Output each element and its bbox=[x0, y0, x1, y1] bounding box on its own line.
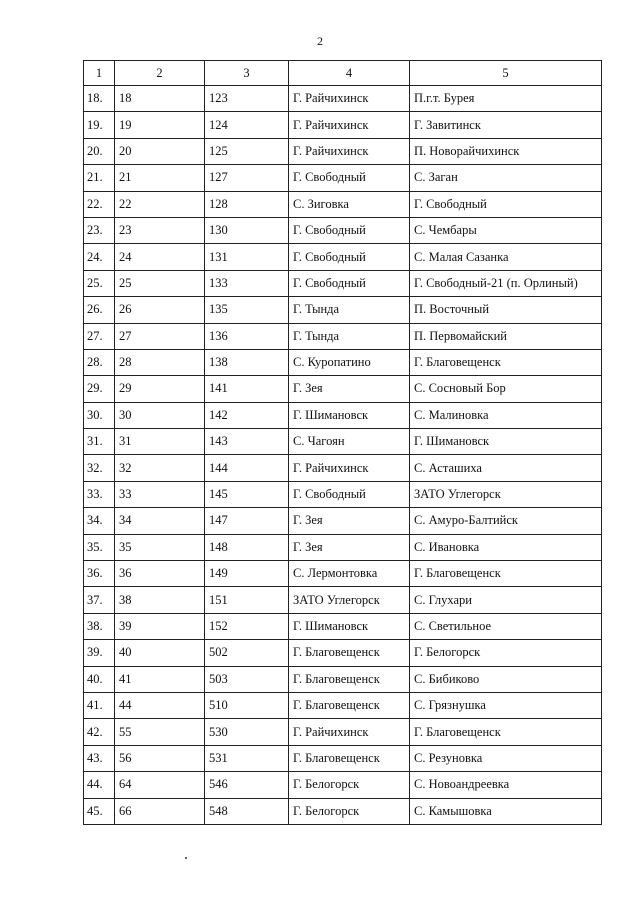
table-cell: С. Амуро-Балтийск bbox=[410, 508, 602, 534]
table-row bbox=[84, 692, 602, 718]
table-cell: 28 bbox=[115, 349, 205, 375]
table-row bbox=[84, 191, 602, 217]
table-cell: ЗАТО Углегорск bbox=[289, 587, 410, 613]
table-cell: С. Глухари bbox=[410, 587, 602, 613]
table-cell: Г. Шимановск bbox=[289, 613, 410, 639]
table-row bbox=[84, 376, 602, 402]
table-row bbox=[84, 481, 602, 507]
table-cell: Г. Свободный-21 (п. Орлиный) bbox=[410, 270, 602, 296]
table-cell: 44 bbox=[115, 692, 205, 718]
table-cell: 147 bbox=[205, 508, 289, 534]
table-row bbox=[84, 587, 602, 613]
table-cell: 136 bbox=[205, 323, 289, 349]
table-cell: 22. bbox=[84, 191, 115, 217]
table-body bbox=[84, 86, 602, 825]
table-cell: Г. Райчихинск bbox=[289, 112, 410, 138]
table-cell: С. Асташиха bbox=[410, 455, 602, 481]
table-cell: 26. bbox=[84, 297, 115, 323]
table-cell: Г. Завитинск bbox=[410, 112, 602, 138]
scan-speck bbox=[185, 857, 187, 859]
table-cell: 23 bbox=[115, 217, 205, 243]
table-cell: 40. bbox=[84, 666, 115, 692]
table-cell: 28. bbox=[84, 349, 115, 375]
table-cell: Г. Свободный bbox=[289, 270, 410, 296]
table-cell: С. Бибиково bbox=[410, 666, 602, 692]
table-cell: 40 bbox=[115, 640, 205, 666]
table-cell: 546 bbox=[205, 772, 289, 798]
table-cell: 39 bbox=[115, 613, 205, 639]
table-cell: 141 bbox=[205, 376, 289, 402]
route-table bbox=[83, 60, 602, 825]
table-cell: С. Новоандреевка bbox=[410, 772, 602, 798]
table-row bbox=[84, 429, 602, 455]
table-cell: Г. Райчихинск bbox=[289, 719, 410, 745]
table-cell: 151 bbox=[205, 587, 289, 613]
table-cell: 124 bbox=[205, 112, 289, 138]
table-row bbox=[84, 165, 602, 191]
table-cell: 133 bbox=[205, 270, 289, 296]
table-cell: 36. bbox=[84, 561, 115, 587]
table-cell: 531 bbox=[205, 745, 289, 771]
table-cell: С. Грязнушка bbox=[410, 692, 602, 718]
table-cell: Г. Белогорск bbox=[410, 640, 602, 666]
table-cell: 127 bbox=[205, 165, 289, 191]
table-cell: Г. Зея bbox=[289, 534, 410, 560]
table-cell: 33. bbox=[84, 481, 115, 507]
table-cell: С. Чембары bbox=[410, 217, 602, 243]
table-cell: 144 bbox=[205, 455, 289, 481]
table-cell: 20 bbox=[115, 138, 205, 164]
table-cell: Г. Тында bbox=[289, 323, 410, 349]
table-row bbox=[84, 534, 602, 560]
table-cell: 125 bbox=[205, 138, 289, 164]
table-cell: Г. Зея bbox=[289, 376, 410, 402]
table-row bbox=[84, 772, 602, 798]
table-cell: С. Малиновка bbox=[410, 402, 602, 428]
table-cell: 43. bbox=[84, 745, 115, 771]
table-cell: 27. bbox=[84, 323, 115, 349]
table-cell: 45. bbox=[84, 798, 115, 824]
table-cell: С. Малая Сазанка bbox=[410, 244, 602, 270]
table-cell: 32. bbox=[84, 455, 115, 481]
table-cell: 19 bbox=[115, 112, 205, 138]
table-cell: Г. Райчихинск bbox=[289, 86, 410, 112]
column-header: 4 bbox=[289, 61, 410, 86]
table-cell: 19. bbox=[84, 112, 115, 138]
table-cell: С. Лермонтовка bbox=[289, 561, 410, 587]
table-cell: 27 bbox=[115, 323, 205, 349]
column-header: 3 bbox=[205, 61, 289, 86]
table-row bbox=[84, 349, 602, 375]
table-row bbox=[84, 455, 602, 481]
table-row bbox=[84, 719, 602, 745]
table-row bbox=[84, 86, 602, 112]
table-row bbox=[84, 640, 602, 666]
page-number: 2 bbox=[317, 34, 323, 48]
table-cell: Г. Белогорск bbox=[289, 798, 410, 824]
table-row bbox=[84, 561, 602, 587]
table-cell: П. Первомайский bbox=[410, 323, 602, 349]
table-cell: 548 bbox=[205, 798, 289, 824]
table-cell: С. Ивановка bbox=[410, 534, 602, 560]
table-row bbox=[84, 270, 602, 296]
table-cell: 21 bbox=[115, 165, 205, 191]
table-cell: Г. Белогорск bbox=[289, 772, 410, 798]
table-cell: 35 bbox=[115, 534, 205, 560]
table-cell: С. Куропатино bbox=[289, 349, 410, 375]
table-cell: Г. Благовещенск bbox=[410, 349, 602, 375]
table-cell: 55 bbox=[115, 719, 205, 745]
table-cell: 41. bbox=[84, 692, 115, 718]
table-row bbox=[84, 613, 602, 639]
table-cell: 502 bbox=[205, 640, 289, 666]
table-row bbox=[84, 217, 602, 243]
table-cell: 36 bbox=[115, 561, 205, 587]
table-cell: 20. bbox=[84, 138, 115, 164]
table-cell: 145 bbox=[205, 481, 289, 507]
table-row bbox=[84, 297, 602, 323]
table-cell: 42. bbox=[84, 719, 115, 745]
table-cell: 23. bbox=[84, 217, 115, 243]
table-cell: Г. Благовещенск bbox=[410, 719, 602, 745]
table-cell: С. Резуновка bbox=[410, 745, 602, 771]
table-cell: П. Восточный bbox=[410, 297, 602, 323]
table-cell: 64 bbox=[115, 772, 205, 798]
table-cell: Г. Тында bbox=[289, 297, 410, 323]
table-cell: Г. Свободный bbox=[289, 217, 410, 243]
table-cell: 142 bbox=[205, 402, 289, 428]
table-cell: Г. Свободный bbox=[289, 165, 410, 191]
table-cell: Г. Благовещенск bbox=[410, 561, 602, 587]
table-cell: 18. bbox=[84, 86, 115, 112]
table-cell: 530 bbox=[205, 719, 289, 745]
table-cell: Г. Шимановск bbox=[410, 429, 602, 455]
table-cell: Г. Райчихинск bbox=[289, 138, 410, 164]
table-cell: 29. bbox=[84, 376, 115, 402]
table-cell: ЗАТО Углегорск bbox=[410, 481, 602, 507]
table-row bbox=[84, 508, 602, 534]
table-cell: 38 bbox=[115, 587, 205, 613]
table-cell: 22 bbox=[115, 191, 205, 217]
table-row bbox=[84, 323, 602, 349]
table-cell: С. Светильное bbox=[410, 613, 602, 639]
table-cell: 25 bbox=[115, 270, 205, 296]
table-cell: П. Новорайчихинск bbox=[410, 138, 602, 164]
table-row bbox=[84, 138, 602, 164]
table-cell: 56 bbox=[115, 745, 205, 771]
table-row bbox=[84, 745, 602, 771]
table-cell: 31. bbox=[84, 429, 115, 455]
table-row bbox=[84, 666, 602, 692]
table-cell: 26 bbox=[115, 297, 205, 323]
table-cell: Г. Благовещенск bbox=[289, 640, 410, 666]
table-cell: 143 bbox=[205, 429, 289, 455]
table-cell: 34 bbox=[115, 508, 205, 534]
table-cell: 39. bbox=[84, 640, 115, 666]
table-cell: 29 bbox=[115, 376, 205, 402]
table-cell: Г. Благовещенск bbox=[289, 692, 410, 718]
table-cell: 510 bbox=[205, 692, 289, 718]
table-cell: С. Сосновый Бор bbox=[410, 376, 602, 402]
table-header-row bbox=[84, 61, 602, 86]
table-cell: 24 bbox=[115, 244, 205, 270]
table-cell: 34. bbox=[84, 508, 115, 534]
table-cell: 24. bbox=[84, 244, 115, 270]
table-cell: Г. Райчихинск bbox=[289, 455, 410, 481]
table-cell: С. Камышовка bbox=[410, 798, 602, 824]
table-row bbox=[84, 402, 602, 428]
table-cell: 25. bbox=[84, 270, 115, 296]
table-cell: 41 bbox=[115, 666, 205, 692]
table-cell: 30. bbox=[84, 402, 115, 428]
table-cell: 66 bbox=[115, 798, 205, 824]
table-cell: 130 bbox=[205, 217, 289, 243]
table-cell: 31 bbox=[115, 429, 205, 455]
table-cell: 38. bbox=[84, 613, 115, 639]
column-header: 5 bbox=[410, 61, 602, 86]
table-cell: Г. Свободный bbox=[289, 244, 410, 270]
table-cell: 152 bbox=[205, 613, 289, 639]
table-cell: Г. Свободный bbox=[410, 191, 602, 217]
table-cell: 44. bbox=[84, 772, 115, 798]
table-row bbox=[84, 244, 602, 270]
table-cell: П.г.т. Бурея bbox=[410, 86, 602, 112]
table-cell: 30 bbox=[115, 402, 205, 428]
table-cell: С. Заган bbox=[410, 165, 602, 191]
table-cell: Г. Зея bbox=[289, 508, 410, 534]
table-cell: 35. bbox=[84, 534, 115, 560]
table-cell: Г. Свободный bbox=[289, 481, 410, 507]
table-cell: 138 bbox=[205, 349, 289, 375]
table-cell: 149 bbox=[205, 561, 289, 587]
table-row bbox=[84, 112, 602, 138]
table-cell: 33 bbox=[115, 481, 205, 507]
table-cell: 128 bbox=[205, 191, 289, 217]
column-header: 1 bbox=[84, 61, 115, 86]
table-cell: 123 bbox=[205, 86, 289, 112]
table-cell: С. Чагоян bbox=[289, 429, 410, 455]
table-cell: 18 bbox=[115, 86, 205, 112]
column-header: 2 bbox=[115, 61, 205, 86]
table-cell: 135 bbox=[205, 297, 289, 323]
table-cell: 131 bbox=[205, 244, 289, 270]
table-cell: Г. Благовещенск bbox=[289, 666, 410, 692]
table-cell: 148 bbox=[205, 534, 289, 560]
table-cell: Г. Благовещенск bbox=[289, 745, 410, 771]
table-cell: Г. Шимановск bbox=[289, 402, 410, 428]
table-cell: 37. bbox=[84, 587, 115, 613]
table-cell: 503 bbox=[205, 666, 289, 692]
table-cell: 21. bbox=[84, 165, 115, 191]
table-cell: С. Зиговка bbox=[289, 191, 410, 217]
table-cell: 32 bbox=[115, 455, 205, 481]
table-row bbox=[84, 798, 602, 824]
